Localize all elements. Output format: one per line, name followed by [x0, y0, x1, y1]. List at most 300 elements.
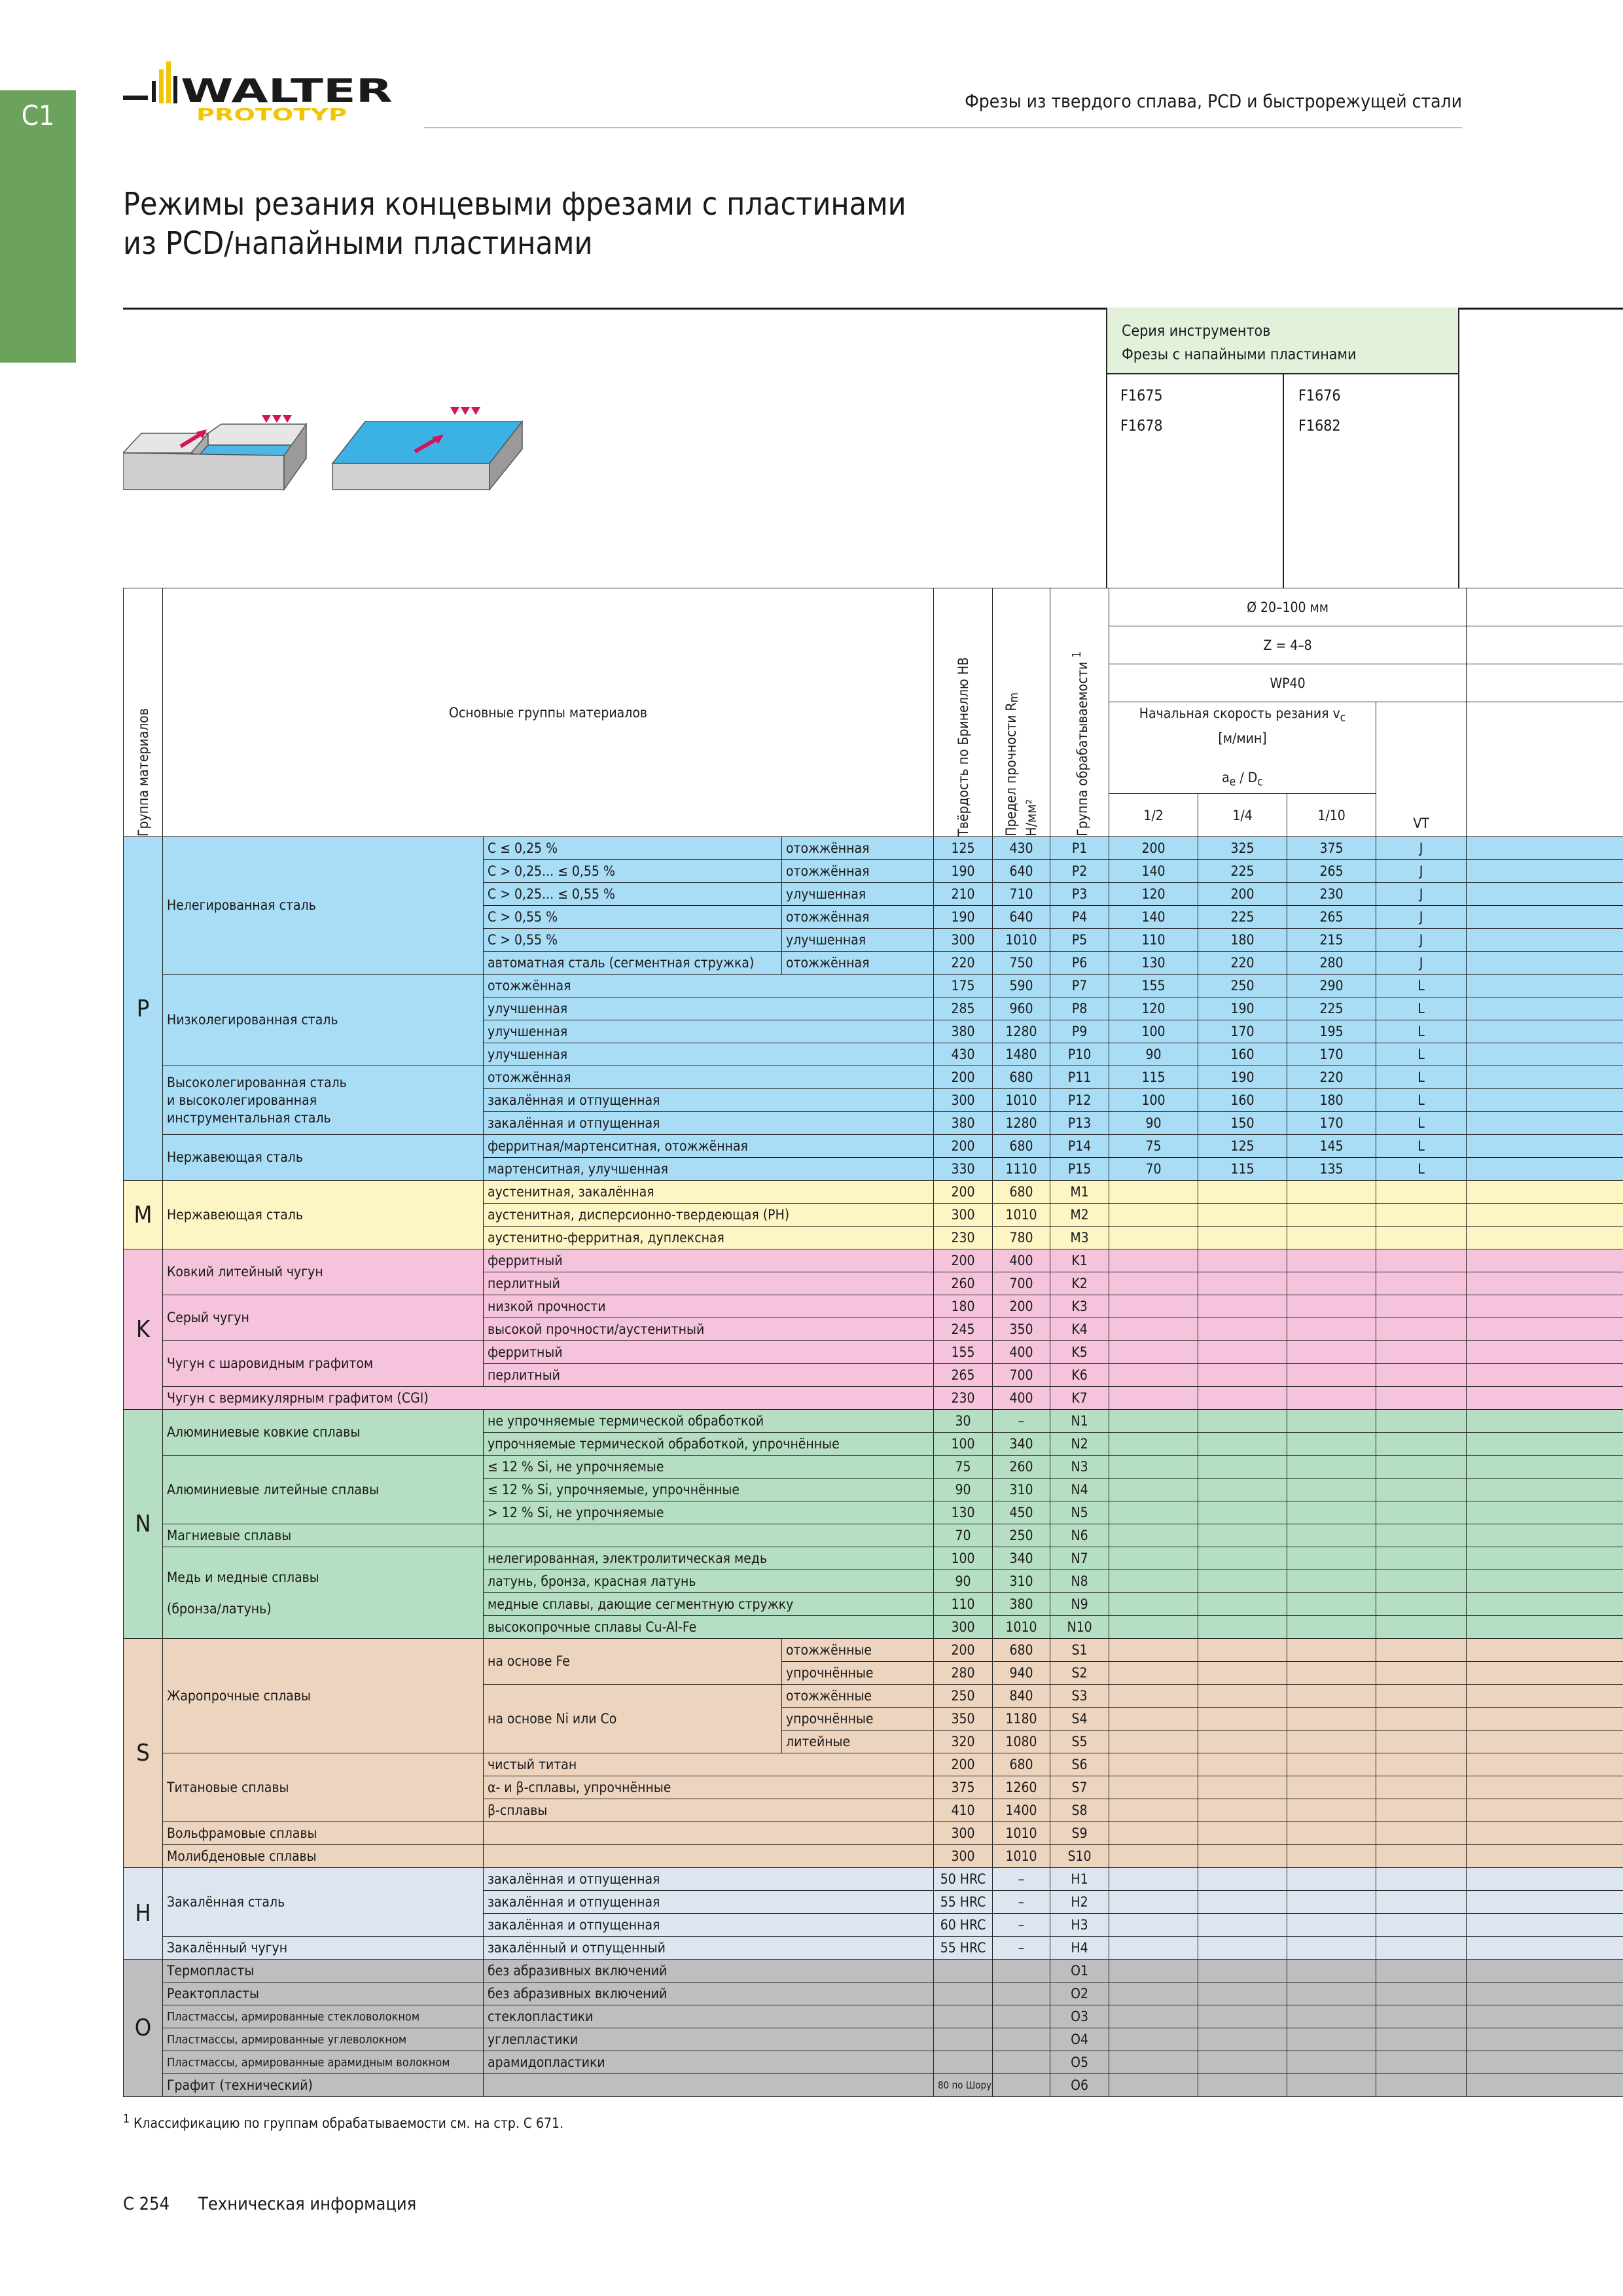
empty-cell	[1376, 1822, 1467, 1845]
cell-description: чистый титан	[484, 1753, 934, 1776]
empty-cell	[1467, 1158, 1623, 1181]
cell-hardness: 230	[934, 1387, 993, 1410]
cell-description: латунь, бронза, красная латунь	[484, 1570, 934, 1593]
cell-machinability-group: N7	[1050, 1547, 1109, 1570]
table-row	[124, 1387, 1623, 1410]
cell-vt: L	[1376, 1158, 1467, 1181]
cell-strength: 680	[993, 1181, 1050, 1204]
cell-description: высокой прочности/аустенитный	[484, 1318, 934, 1341]
empty-cell	[1198, 1181, 1287, 1204]
empty-cell	[1376, 1799, 1467, 1822]
empty-cell	[1287, 1822, 1376, 1845]
cell-hardness: 125	[934, 837, 993, 860]
cell-strength: 340	[993, 1433, 1050, 1456]
empty-cell	[1467, 1868, 1623, 1891]
cell-description: отожжённая	[484, 975, 934, 997]
empty-cell	[1198, 1547, 1287, 1570]
empty-cell	[1198, 1249, 1287, 1272]
empty-cell	[1287, 2028, 1376, 2051]
cell-description: закалённый и отпущенный	[484, 1937, 934, 1960]
empty-cell	[1467, 860, 1623, 883]
material-name: Нержавеющая сталь	[163, 1135, 484, 1181]
table-row	[124, 1822, 1623, 1845]
empty-cell	[1109, 1249, 1198, 1272]
empty-cell	[1198, 1982, 1287, 2005]
table-row	[124, 1410, 1623, 1433]
empty-cell	[1109, 2028, 1198, 2051]
cell-machinability-group: K5	[1050, 1341, 1109, 1364]
cell-hardness	[934, 2005, 993, 2028]
section-tab-label: C1	[21, 99, 55, 132]
empty-cell	[1287, 1708, 1376, 1731]
cell-strength	[993, 2005, 1050, 2028]
cell-strength: 1010	[993, 929, 1050, 952]
cell-vc-half: 75	[1109, 1135, 1198, 1158]
cell-machinability-group: K2	[1050, 1272, 1109, 1295]
cell-machinability-group: M1	[1050, 1181, 1109, 1204]
group-letter-n: N	[124, 1410, 163, 1639]
empty-cell	[1109, 1501, 1198, 1524]
empty-cell	[1467, 1547, 1623, 1570]
cell-machinability-group: S10	[1050, 1845, 1109, 1868]
cell-vc-quarter: 180	[1198, 929, 1287, 952]
cell-strength: 380	[993, 1593, 1050, 1616]
material-name: Вольфрамовые сплавы	[163, 1822, 484, 1845]
empty-cell	[1467, 2005, 1623, 2028]
empty-cell	[1376, 1387, 1467, 1410]
cell-hardness: 375	[934, 1776, 993, 1799]
cell-description: C > 0,55 %	[484, 906, 782, 929]
header-material-group: Группа материалов	[124, 588, 163, 837]
tool-series-col2: F1676 F1682	[1298, 387, 1341, 435]
empty-cell	[1109, 1891, 1198, 1914]
empty-cell	[1467, 1799, 1623, 1822]
empty-cell	[1198, 1776, 1287, 1799]
empty-cell	[1376, 1227, 1467, 1249]
cell-strength: –	[993, 1868, 1050, 1891]
cell-hardness: 330	[934, 1158, 993, 1181]
empty-cell	[1287, 1982, 1376, 2005]
empty-cell	[1109, 1914, 1198, 1937]
cell-strength: 1280	[993, 1112, 1050, 1135]
cell-hardness: 180	[934, 1295, 993, 1318]
table-row	[124, 1341, 1623, 1364]
cell-machinability-group: K3	[1050, 1295, 1109, 1318]
empty-cell	[1467, 1845, 1623, 1868]
cell-strength: 1400	[993, 1799, 1050, 1822]
empty-cell	[1109, 1570, 1198, 1593]
cell-strength	[993, 2051, 1050, 2074]
page-footer	[123, 2194, 416, 2214]
cell-hardness: 55 HRC	[934, 1937, 993, 1960]
empty-cell	[1467, 1708, 1623, 1731]
header-diameter: Ø 20–100 мм	[1109, 588, 1467, 626]
empty-cell	[1467, 1685, 1623, 1708]
cell-strength: 250	[993, 1524, 1050, 1547]
empty-cell	[1287, 1547, 1376, 1570]
cell-hardness: 200	[934, 1135, 993, 1158]
cell-strength: 400	[993, 1341, 1050, 1364]
cell-machinability-group: P3	[1050, 883, 1109, 906]
material-name: Пластмассы, армированные арамидным волокном	[163, 2051, 484, 2074]
cell-strength: 400	[993, 1387, 1050, 1410]
cell-machinability-group: H1	[1050, 1868, 1109, 1891]
empty-cell	[1376, 1891, 1467, 1914]
material-name: Термопласты	[163, 1960, 484, 1982]
cell-machinability-group: O5	[1050, 2051, 1109, 2074]
cell-hardness: 220	[934, 952, 993, 975]
cell-machinability-group: K4	[1050, 1318, 1109, 1341]
cell-strength: 450	[993, 1501, 1050, 1524]
empty-cell	[1376, 1410, 1467, 1433]
empty-cell	[1109, 1387, 1198, 1410]
empty-cell	[1467, 2028, 1623, 2051]
cell-machinability-group: S3	[1050, 1685, 1109, 1708]
cell-hardness: 100	[934, 1433, 993, 1456]
material-name: Нержавеющая сталь	[163, 1181, 484, 1249]
cell-hardness: 30	[934, 1410, 993, 1433]
table-row	[124, 1181, 1623, 1204]
empty-cell	[1467, 1341, 1623, 1364]
empty-cell	[1467, 975, 1623, 997]
material-name: Нелегированная сталь	[163, 837, 484, 975]
empty-cell	[1109, 1616, 1198, 1639]
empty-cell	[1287, 1960, 1376, 1982]
header-vc: Начальная скорость резания $v_c$ [м/мин] $a_e / D_c$	[1109, 702, 1376, 794]
table-row	[124, 1639, 1623, 1662]
material-sub: на основе Fe	[484, 1639, 782, 1685]
material-name: Графит (технический)	[163, 2074, 484, 2097]
empty-cell	[1376, 2005, 1467, 2028]
empty-cell	[1109, 1433, 1198, 1456]
table-row	[124, 1753, 1623, 1776]
cell-vt: L	[1376, 997, 1467, 1020]
cell-vc-tenth: 135	[1287, 1158, 1376, 1181]
cell-strength: 960	[993, 997, 1050, 1020]
empty-cell	[1287, 1593, 1376, 1616]
header-empty-2	[1467, 626, 1623, 664]
empty-cell	[1109, 1204, 1198, 1227]
empty-cell	[1467, 1914, 1623, 1937]
cell-description: ферритная/мартенситная, отожжённая	[484, 1135, 934, 1158]
cell-strength: 700	[993, 1364, 1050, 1387]
empty-cell	[1287, 1364, 1376, 1387]
empty-cell	[1198, 1960, 1287, 1982]
empty-cell	[1376, 1708, 1467, 1731]
empty-cell	[1376, 2028, 1467, 2051]
empty-cell	[1287, 1891, 1376, 1914]
empty-cell	[1198, 1639, 1287, 1662]
cell-machinability-group: O1	[1050, 1960, 1109, 1982]
empty-cell	[1198, 1708, 1287, 1731]
cell-description: закалённая и отпущенная	[484, 1914, 934, 1937]
cell-strength: 1180	[993, 1708, 1050, 1731]
table-row	[124, 1845, 1623, 1868]
cutting-data-table	[123, 588, 1623, 2097]
empty-cell	[1376, 1295, 1467, 1318]
cell-vc-half: 110	[1109, 929, 1198, 952]
cell-description: арамидопластики	[484, 2051, 934, 2074]
empty-cell	[1376, 1914, 1467, 1937]
empty-cell	[1376, 1341, 1467, 1364]
cell-description: медные сплавы, дающие сегментную стружку	[484, 1593, 934, 1616]
empty-cell	[1376, 1639, 1467, 1662]
empty-cell	[1467, 1639, 1623, 1662]
empty-cell	[1376, 1616, 1467, 1639]
page-section-label: Техническая информация	[198, 2194, 417, 2214]
cell-strength: 680	[993, 1135, 1050, 1158]
cell-vc-tenth: 220	[1287, 1066, 1376, 1089]
empty-cell	[1198, 1341, 1287, 1364]
empty-cell	[1109, 1937, 1198, 1960]
cell-machinability-group: N8	[1050, 1570, 1109, 1593]
cell-vt: J	[1376, 837, 1467, 860]
cell-strength: 310	[993, 1570, 1050, 1593]
cell-hardness: 200	[934, 1639, 993, 1662]
empty-cell	[1287, 1433, 1376, 1456]
empty-cell	[1287, 1318, 1376, 1341]
cell-vc-half: 90	[1109, 1043, 1198, 1066]
cell-machinability-group: P5	[1050, 929, 1109, 952]
empty-cell	[1198, 1433, 1287, 1456]
empty-cell	[1467, 1249, 1623, 1272]
cell-description: улучшенная	[484, 1043, 934, 1066]
empty-cell	[1287, 1479, 1376, 1501]
empty-cell	[1467, 1822, 1623, 1845]
empty-cell	[1287, 1295, 1376, 1318]
cell-vt: L	[1376, 975, 1467, 997]
cell-vt: J	[1376, 860, 1467, 883]
empty-cell	[1287, 1799, 1376, 1822]
empty-cell	[484, 2074, 934, 2097]
empty-cell	[1287, 1410, 1376, 1433]
header-z: Z = 4–8	[1109, 626, 1467, 664]
tool-series-col1: F1675 F1678	[1120, 387, 1163, 435]
empty-cell	[1467, 1318, 1623, 1341]
cell-hardness: 70	[934, 1524, 993, 1547]
cell-hardness: 380	[934, 1020, 993, 1043]
empty-cell	[1198, 1731, 1287, 1753]
empty-cell	[1376, 1479, 1467, 1501]
logo-subwordmark: PROTOTYP	[196, 105, 347, 125]
empty-cell	[1376, 1685, 1467, 1708]
cell-condition: улучшенная	[782, 883, 934, 906]
empty-cell	[1376, 1662, 1467, 1685]
cell-strength: 710	[993, 883, 1050, 906]
cell-vc-half: 90	[1109, 1112, 1198, 1135]
empty-cell	[1467, 1364, 1623, 1387]
empty-cell	[1198, 1524, 1287, 1547]
group-letter-p: P	[124, 837, 163, 1181]
header-ratio-tenth: 1/10	[1287, 794, 1376, 837]
table-row	[124, 1937, 1623, 1960]
cell-vc-half: 130	[1109, 952, 1198, 975]
cell-vt: L	[1376, 1135, 1467, 1158]
cell-machinability-group: S4	[1050, 1708, 1109, 1731]
empty-cell	[1467, 1479, 1623, 1501]
empty-cell	[1467, 2051, 1623, 2074]
empty-cell	[1198, 2005, 1287, 2028]
cell-machinability-group: N10	[1050, 1616, 1109, 1639]
cell-description: > 12 % Si, не упрочняемые	[484, 1501, 934, 1524]
cell-machinability-group: H3	[1050, 1914, 1109, 1937]
cell-vt: J	[1376, 883, 1467, 906]
tool-series-panel	[1106, 308, 1459, 588]
empty-cell	[1376, 1204, 1467, 1227]
cell-hardness: 250	[934, 1685, 993, 1708]
cell-vc-half: 70	[1109, 1158, 1198, 1181]
cell-strength: –	[993, 1914, 1050, 1937]
cell-machinability-group: N4	[1050, 1479, 1109, 1501]
cell-hardness	[934, 2028, 993, 2051]
cell-hardness	[934, 1960, 993, 1982]
cell-machinability-group: P15	[1050, 1158, 1109, 1181]
cell-description: упрочняемые термической обработкой, упрочнённые	[484, 1433, 934, 1456]
empty-cell	[1467, 1593, 1623, 1616]
empty-cell	[1198, 1501, 1287, 1524]
empty-cell	[1109, 1341, 1198, 1364]
cell-description: низкой прочности	[484, 1295, 934, 1318]
cell-strength: 1010	[993, 1616, 1050, 1639]
empty-cell	[1198, 1662, 1287, 1685]
header-machinability: Группа обрабатываемости $^1$	[1050, 588, 1109, 837]
cell-strength: 1480	[993, 1043, 1050, 1066]
empty-cell	[1467, 906, 1623, 929]
material-name: Молибденовые сплавы	[163, 1845, 484, 1868]
tool-series-header: Серия инструментов Фрезы с напайными пластинами	[1107, 308, 1458, 374]
cell-strength: 680	[993, 1066, 1050, 1089]
cell-strength: 400	[993, 1249, 1050, 1272]
cell-machinability-group: P11	[1050, 1066, 1109, 1089]
empty-cell	[1198, 2028, 1287, 2051]
cell-description: нелегированная, электролитическая медь	[484, 1547, 934, 1570]
cell-vc-tenth: 265	[1287, 906, 1376, 929]
empty-cell	[1109, 1181, 1198, 1204]
empty-cell	[1109, 2005, 1198, 2028]
empty-cell	[1467, 1066, 1623, 1089]
empty-cell	[1109, 1410, 1198, 1433]
cell-machinability-group: O4	[1050, 2028, 1109, 2051]
empty-cell	[1109, 1708, 1198, 1731]
empty-cell	[1109, 2051, 1198, 2074]
empty-cell	[1467, 1204, 1623, 1227]
cell-strength: 260	[993, 1456, 1050, 1479]
cell-strength: 430	[993, 837, 1050, 860]
cell-strength	[993, 1982, 1050, 2005]
cell-hardness: 90	[934, 1479, 993, 1501]
cell-description: аустенитная, закалённая	[484, 1181, 934, 1204]
cell-strength: 750	[993, 952, 1050, 975]
empty-cell	[1109, 1799, 1198, 1822]
cell-description: высокопрочные сплавы Cu-Al-Fe	[484, 1616, 934, 1639]
cell-strength	[993, 2028, 1050, 2051]
empty-cell	[1467, 1937, 1623, 1960]
cell-hardness: 200	[934, 1181, 993, 1204]
empty-cell	[1467, 1501, 1623, 1524]
cell-strength: 1010	[993, 1204, 1050, 1227]
material-name: Титановые сплавы	[163, 1753, 484, 1822]
cell-description: ферритный	[484, 1249, 934, 1272]
empty-cell	[1376, 2074, 1467, 2097]
cell-hardness: 200	[934, 1249, 993, 1272]
empty-cell	[1109, 1753, 1198, 1776]
cell-vc-tenth: 195	[1287, 1020, 1376, 1043]
cell-condition: улучшенная	[782, 929, 934, 952]
empty-cell	[1198, 1914, 1287, 1937]
cell-machinability-group: P9	[1050, 1020, 1109, 1043]
logo-wordmark: WALTER	[181, 72, 393, 110]
cell-hardness: 285	[934, 997, 993, 1020]
cell-strength: 700	[993, 1272, 1050, 1295]
cell-vc-quarter: 225	[1198, 860, 1287, 883]
empty-cell	[1467, 1295, 1623, 1318]
cell-description: закалённая и отпущенная	[484, 1868, 934, 1891]
cell-hardness: 300	[934, 1089, 993, 1112]
cell-description: C ≤ 0,25 %	[484, 837, 782, 860]
material-name: Алюминиевые литейные сплавы	[163, 1456, 484, 1524]
empty-cell	[1467, 1616, 1623, 1639]
empty-cell	[1467, 1776, 1623, 1799]
cell-description: отожжённая	[484, 1066, 934, 1089]
empty-cell	[1467, 1112, 1623, 1135]
cell-strength: 940	[993, 1662, 1050, 1685]
group-letter-k: K	[124, 1249, 163, 1410]
cell-description: автоматная сталь (сегментная стружка)	[484, 952, 782, 975]
empty-cell	[1467, 1731, 1623, 1753]
table-row	[124, 2051, 1623, 2074]
empty-cell	[1467, 1982, 1623, 2005]
cell-strength: 1010	[993, 1845, 1050, 1868]
cell-vc-tenth: 180	[1287, 1089, 1376, 1112]
empty-cell	[1287, 2074, 1376, 2097]
cell-vc-quarter: 250	[1198, 975, 1287, 997]
cell-machinability-group: S2	[1050, 1662, 1109, 1685]
cell-vc-tenth: 145	[1287, 1135, 1376, 1158]
empty-cell	[1198, 1799, 1287, 1822]
empty-cell	[1287, 1753, 1376, 1776]
cell-machinability-group: S7	[1050, 1776, 1109, 1799]
cell-strength: 1010	[993, 1822, 1050, 1845]
cell-machinability-group: P14	[1050, 1135, 1109, 1158]
empty-cell	[1287, 1776, 1376, 1799]
empty-cell	[1109, 1731, 1198, 1753]
empty-cell	[1287, 2005, 1376, 2028]
cell-description: ≤ 12 % Si, упрочняемые, упрочнённые	[484, 1479, 934, 1501]
empty-cell	[484, 1845, 934, 1868]
cell-vc-quarter: 220	[1198, 952, 1287, 975]
cell-hardness: 350	[934, 1708, 993, 1731]
empty-cell	[1287, 1639, 1376, 1662]
cell-vc-quarter: 200	[1198, 883, 1287, 906]
cell-hardness: 90	[934, 1570, 993, 1593]
table-row	[124, 837, 1623, 860]
cell-machinability-group: P10	[1050, 1043, 1109, 1066]
empty-cell	[1287, 1524, 1376, 1547]
cell-vc-tenth: 265	[1287, 860, 1376, 883]
empty-cell	[1376, 1731, 1467, 1753]
section-tab	[0, 90, 76, 363]
empty-cell	[1376, 1501, 1467, 1524]
empty-cell	[1376, 1318, 1467, 1341]
cell-strength: 200	[993, 1295, 1050, 1318]
cell-vc-tenth: 170	[1287, 1043, 1376, 1066]
empty-cell	[1467, 1891, 1623, 1914]
table-row	[124, 1066, 1623, 1089]
material-name: Серый чугун	[163, 1295, 484, 1341]
cell-hardness: 300	[934, 1845, 993, 1868]
cell-machinability-group: N2	[1050, 1433, 1109, 1456]
empty-cell	[1467, 1960, 1623, 1982]
